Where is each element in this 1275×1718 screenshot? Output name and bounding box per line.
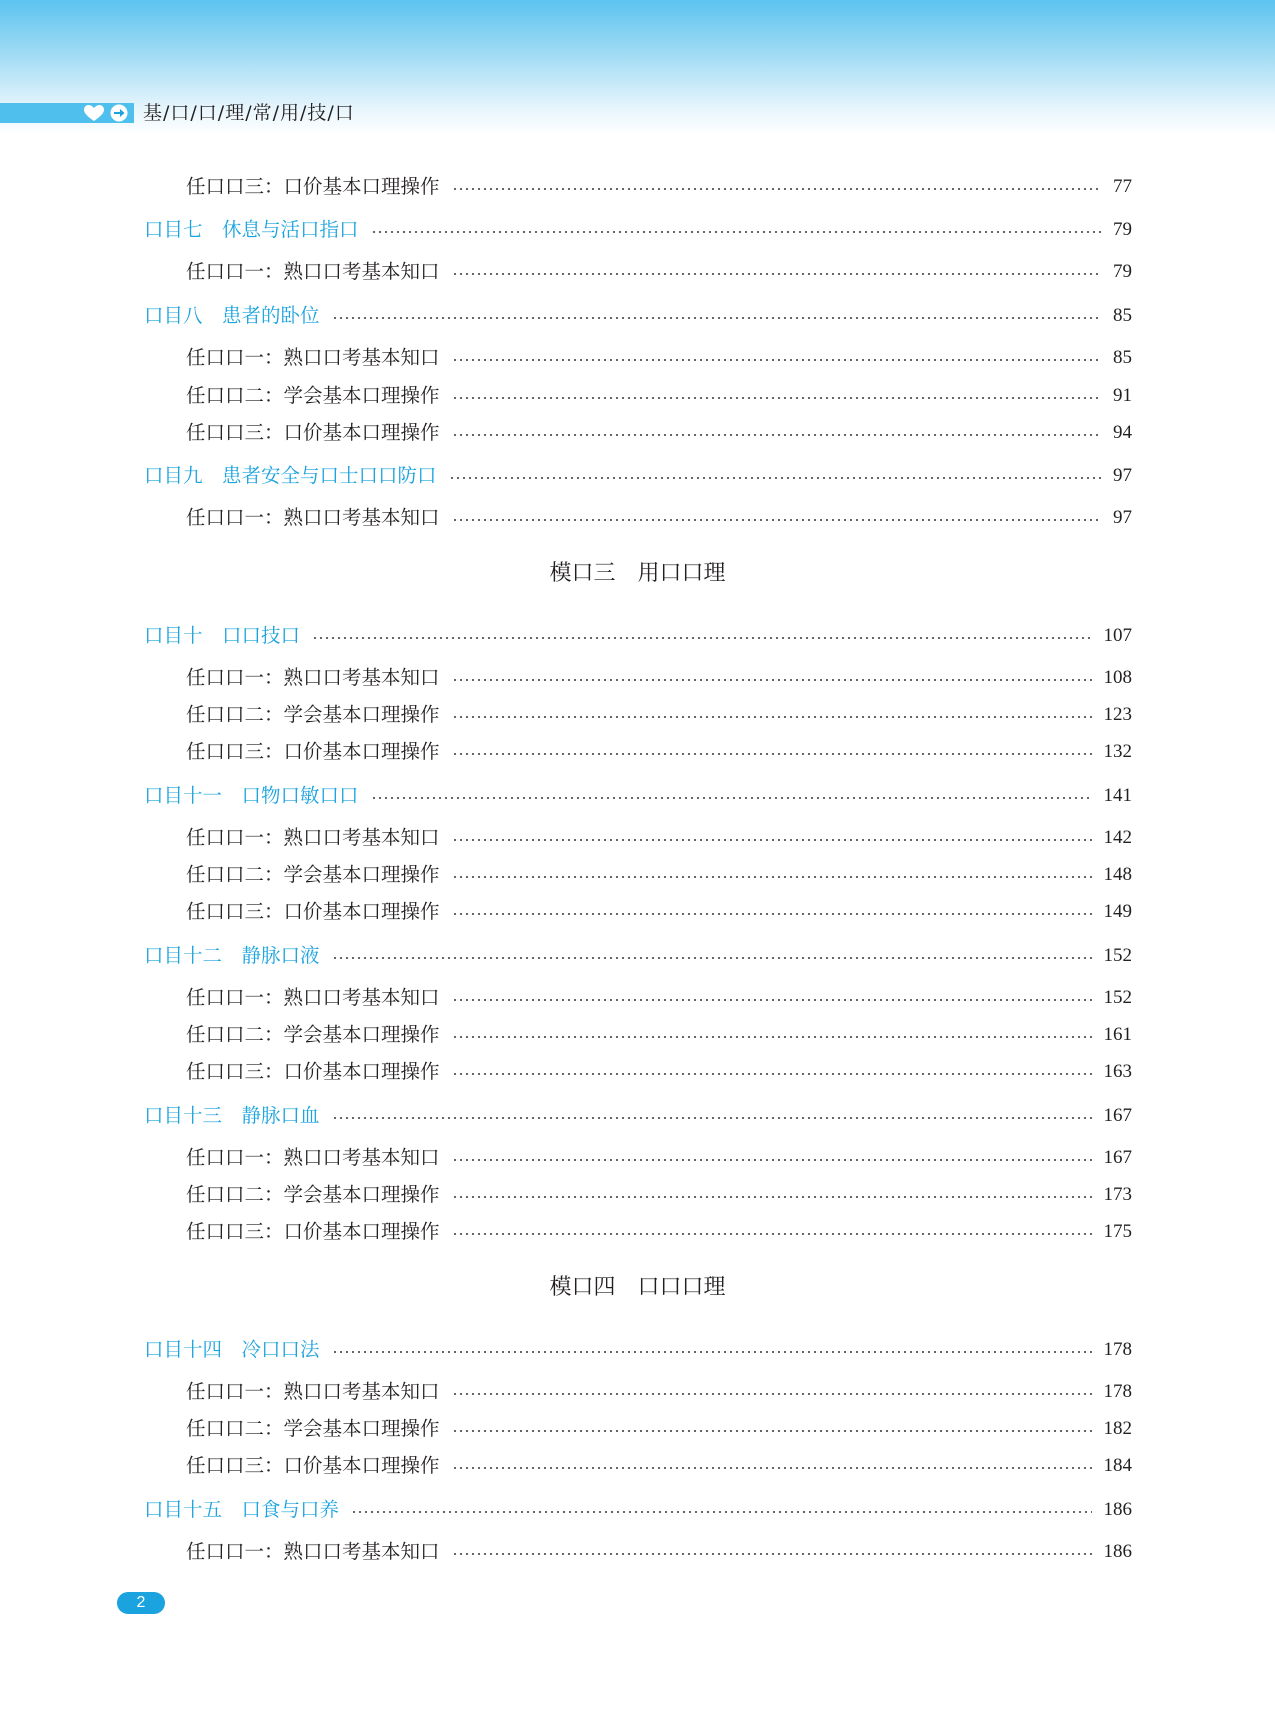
dot-leader [452,519,1101,521]
toc-entry-label: 任口口三：口价基本口理操作 [186,900,440,923]
dot-leader [452,1159,1092,1161]
toc-page-number: 178 [1103,1339,1132,1360]
toc-entry-label: 任口口一：熟口口考基本知口 [186,1380,440,1403]
toc-project-entry[interactable] [144,461,1132,491]
dot-leader [452,753,1092,755]
toc-project-entry[interactable] [144,941,1132,971]
toc-page-number: 152 [1103,945,1132,966]
arrow-right-circle-icon [110,104,128,122]
toc-entry-label: 任口口一：熟口口考基本知口 [186,986,440,1009]
toc-page-number: 175 [1103,1221,1132,1242]
toc-page-number: 152 [1103,987,1132,1008]
dot-leader [452,876,1092,878]
toc-task-entry[interactable] [186,381,1132,411]
toc-entry-label: 口目十五 口食与口养 [144,1498,340,1521]
toc-project-entry[interactable] [144,1335,1132,1365]
toc-page-number: 167 [1103,1105,1132,1126]
toc-entry-label: 任口口一：熟口口考基本知口 [186,826,440,849]
toc-project-entry[interactable] [144,1101,1132,1131]
toc-entry-label: 任口口二：学会基本口理操作 [186,863,440,886]
toc-task-entry[interactable] [186,1057,1132,1087]
toc-page-number: 108 [1103,667,1132,688]
dot-leader [452,1467,1092,1469]
dot-leader [452,434,1101,436]
dot-leader [452,1233,1092,1235]
toc-page-number: 77 [1113,176,1132,197]
toc-task-entry[interactable] [186,1414,1132,1444]
toc-page-number: 178 [1103,1381,1132,1402]
toc-task-entry[interactable] [186,823,1132,853]
toc-task-entry[interactable] [186,343,1132,373]
toc-page-number: 123 [1103,704,1132,725]
dot-leader [312,637,1091,639]
toc-page-number: 148 [1103,864,1132,885]
toc-entry-label: 口目七 休息与活口指口 [144,218,359,241]
dot-leader [332,1351,1092,1353]
toc-entry-label: 任口口三：口价基本口理操作 [186,1060,440,1083]
toc-task-entry[interactable] [186,257,1132,287]
dot-leader [332,957,1092,959]
toc-entry-label: 口目十三 静脉口血 [144,1104,320,1127]
toc-entry-label: 口目十 口口技口 [144,624,301,647]
toc-page-number: 186 [1103,1499,1132,1520]
toc-task-entry[interactable] [186,1451,1132,1481]
toc-page-number: 91 [1113,385,1132,406]
dot-leader [452,1073,1092,1075]
toc-page-number: 107 [1103,625,1132,646]
toc-task-entry[interactable] [186,1537,1132,1567]
toc-page-number: 141 [1103,785,1132,806]
toc-entry-label: 口目九 患者安全与口士口口防口 [144,464,437,487]
toc-project-entry[interactable] [144,781,1132,811]
toc-page-number: 149 [1103,901,1132,922]
dot-leader [332,317,1101,319]
toc-entry-label: 任口口三：口价基本口理操作 [186,1454,440,1477]
dot-leader [452,397,1101,399]
dot-leader [452,913,1092,915]
dot-leader [371,231,1101,233]
dot-leader [452,1036,1092,1038]
dot-leader [371,797,1092,799]
toc-project-entry[interactable] [144,621,1132,651]
toc-entry-label: 任口口二：学会基本口理操作 [186,703,440,726]
toc-page-number: 186 [1103,1541,1132,1562]
toc-project-entry[interactable] [144,1495,1132,1525]
toc-entry-label: 任口口一：熟口口考基本知口 [186,506,440,529]
toc-entry-label: 任口口三：口价基本口理操作 [186,740,440,763]
dot-leader [452,1553,1092,1555]
toc-entry-label: 口目十二 静脉口液 [144,944,320,967]
toc-entry-label: 任口口一：熟口口考基本知口 [186,1540,440,1563]
dot-leader [452,359,1101,361]
dot-leader [452,1196,1092,1198]
toc-task-entry[interactable] [186,1377,1132,1407]
toc-project-entry[interactable] [144,301,1132,331]
toc-page-number: 97 [1113,507,1132,528]
toc-page-number: 94 [1113,422,1132,443]
toc-page-number: 132 [1103,741,1132,762]
toc-page-number: 79 [1113,219,1132,240]
toc-page-number: 173 [1103,1184,1132,1205]
toc-page-number: 182 [1103,1418,1132,1439]
toc-task-entry[interactable] [186,172,1132,202]
toc-task-entry[interactable] [186,983,1132,1013]
toc-entry-label: 任口口二：学会基本口理操作 [186,1183,440,1206]
toc-entry-label: 任口口一：熟口口考基本知口 [186,260,440,283]
toc-entry-label: 任口口一：熟口口考基本知口 [186,346,440,369]
toc-task-entry[interactable] [186,1143,1132,1173]
toc-task-entry[interactable] [186,1217,1132,1247]
dot-leader [449,477,1101,479]
toc-task-entry[interactable] [186,418,1132,448]
toc-task-entry[interactable] [186,897,1132,927]
heart-icon [83,104,105,122]
toc-entry-label: 口目十四 冷口口法 [144,1338,320,1361]
toc-task-entry[interactable] [186,1020,1132,1050]
toc-task-entry[interactable] [186,860,1132,890]
toc-entry-label: 任口口三：口价基本口理操作 [186,1220,440,1243]
toc-page-number: 85 [1113,347,1132,368]
toc-entry-label: 口目十一 口物口敏口口 [144,784,359,807]
toc-page-number: 167 [1103,1147,1132,1168]
book-title: 基/口/口/理/常/用/技/口 [143,102,355,124]
toc-task-entry[interactable] [186,503,1132,533]
toc-page-number: 161 [1103,1024,1132,1045]
toc-page-number: 85 [1113,305,1132,326]
module-heading: 模口四 口口口理 [549,1275,726,1300]
dot-leader [452,1430,1092,1432]
page-number-badge: 2 [117,1592,165,1614]
dot-leader [351,1511,1091,1513]
dot-leader [452,273,1101,275]
toc-entry-label: 任口口三：口价基本口理操作 [186,175,440,198]
toc-entry-label: 任口口一：熟口口考基本知口 [186,1146,440,1169]
dot-leader [452,679,1092,681]
toc-page-number: 79 [1113,261,1132,282]
dot-leader [452,999,1092,1001]
dot-leader [452,839,1092,841]
toc-task-entry[interactable] [186,663,1132,693]
toc-entry-label: 任口口一：熟口口考基本知口 [186,666,440,689]
dot-leader [332,1117,1092,1119]
dot-leader [452,1393,1092,1395]
toc-entry-label: 任口口二：学会基本口理操作 [186,384,440,407]
toc-entry-label: 任口口二：学会基本口理操作 [186,1417,440,1440]
toc-entry-label: 任口口二：学会基本口理操作 [186,1023,440,1046]
dot-leader [452,188,1101,190]
toc-page-number: 142 [1103,827,1132,848]
toc-page-number: 97 [1113,465,1132,486]
toc-task-entry[interactable] [186,1180,1132,1210]
toc-task-entry[interactable] [186,737,1132,767]
dot-leader [452,716,1092,718]
module-heading: 模口三 用口口理 [549,561,726,586]
toc-task-entry[interactable] [186,700,1132,730]
toc-page-number: 184 [1103,1455,1132,1476]
toc-page-number: 163 [1103,1061,1132,1082]
toc-entry-label: 口目八 患者的卧位 [144,304,320,327]
toc-entry-label: 任口口三：口价基本口理操作 [186,421,440,444]
toc-project-entry[interactable] [144,215,1132,245]
